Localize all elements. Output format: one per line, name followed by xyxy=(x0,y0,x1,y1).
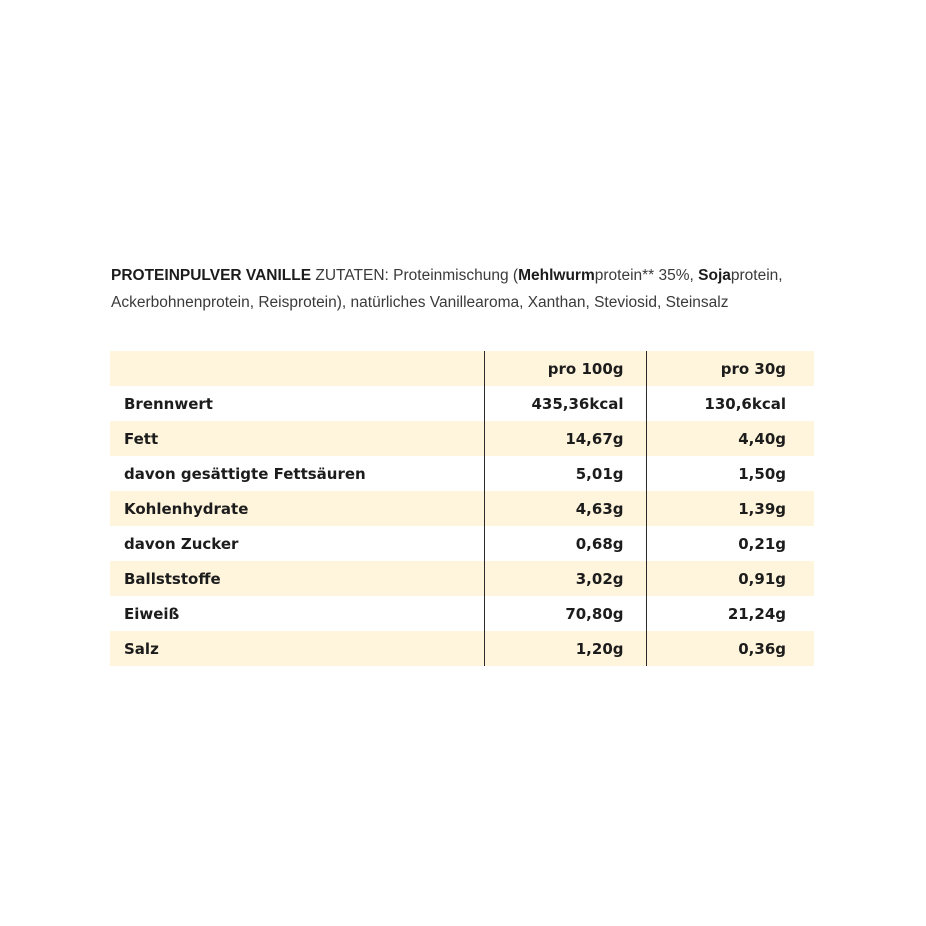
allergen-mehlwurm: Mehlwurm xyxy=(518,267,595,284)
row-value-per-100g: 435,36kcal xyxy=(484,386,646,421)
table-row xyxy=(110,526,814,561)
table-row xyxy=(110,561,814,596)
nutrition-table xyxy=(110,351,814,666)
ingredients-part: protein** 35%, xyxy=(594,267,699,284)
row-label: Ballststoffe xyxy=(110,561,484,596)
row-label: Eiweiß xyxy=(110,596,484,631)
row-value-per-30g: 1,50g xyxy=(646,456,814,491)
table-row xyxy=(110,421,814,456)
table-row xyxy=(110,631,814,666)
row-value-per-30g: 0,91g xyxy=(646,561,814,596)
row-value-per-30g: 0,21g xyxy=(646,526,814,561)
allergen-soja: Soja xyxy=(698,267,731,284)
row-label: davon gesättigte Fettsäuren xyxy=(110,456,484,491)
row-value-per-100g: 5,01g xyxy=(484,456,646,491)
row-value-per-100g: 14,67g xyxy=(484,421,646,456)
row-value-per-30g: 21,24g xyxy=(646,596,814,631)
product-name: PROTEINPULVER VANILLE xyxy=(111,267,312,284)
row-value-per-100g: 4,63g xyxy=(484,491,646,526)
row-value-per-100g: 0,68g xyxy=(484,526,646,561)
ingredients-text xyxy=(111,262,831,316)
header-label xyxy=(110,351,484,386)
row-value-per-30g: 4,40g xyxy=(646,421,814,456)
table-row xyxy=(110,491,814,526)
row-label: davon Zucker xyxy=(110,526,484,561)
row-value-per-30g: 130,6kcal xyxy=(646,386,814,421)
row-label: Kohlenhydrate xyxy=(110,491,484,526)
row-value-per-30g: 0,36g xyxy=(646,631,814,666)
table-row xyxy=(110,596,814,631)
table-row xyxy=(110,456,814,491)
header-per-100g: pro 100g xyxy=(484,351,646,386)
row-label: Fett xyxy=(110,421,484,456)
header-per-30g: pro 30g xyxy=(646,351,814,386)
ingredients-rest: protein, Ackerbohnenprotein, Reisprotein), natürliches Vanillearoma, Xanthan, Steviosid, Steinsalz xyxy=(111,267,783,311)
table-row xyxy=(110,386,814,421)
row-value-per-100g: 70,80g xyxy=(484,596,646,631)
row-value-per-30g: 1,39g xyxy=(646,491,814,526)
row-value-per-100g: 1,20g xyxy=(484,631,646,666)
row-value-per-100g: 3,02g xyxy=(484,561,646,596)
ingredients-label: ZUTATEN: Proteinmischung ( xyxy=(311,267,519,284)
row-label: Salz xyxy=(110,631,484,666)
row-label: Brennwert xyxy=(110,386,484,421)
table-header-row xyxy=(110,351,814,386)
